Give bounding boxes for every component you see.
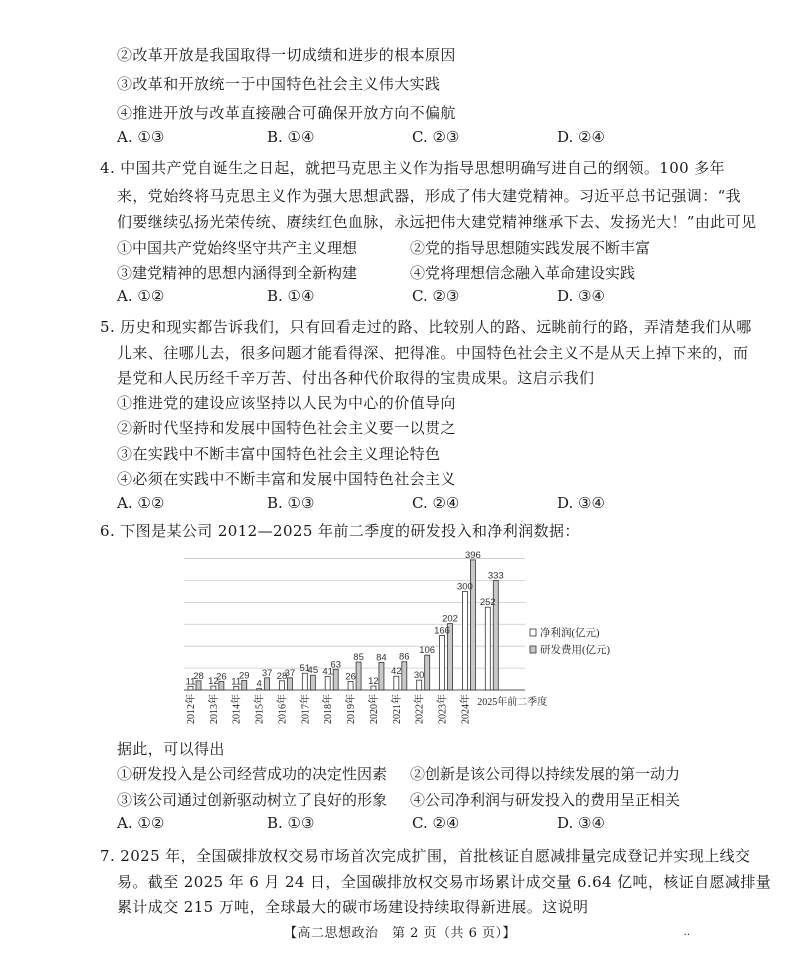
- value-label: 28: [276, 670, 288, 682]
- q6-item-3: ③该公司通过创新驱动树立了良好的形象: [117, 791, 388, 809]
- value-label: 41: [322, 666, 333, 678]
- category-label: 2020年: [368, 694, 380, 724]
- category-label: 2021年: [391, 694, 403, 724]
- bar-rd-expense-5: [310, 675, 315, 690]
- value-label: 11: [231, 676, 242, 688]
- q3-option-c: C. ②③: [412, 128, 460, 146]
- q6-option-a: A. ①②: [117, 814, 165, 832]
- q4-stem-1: 4. 中国共产党自诞生之日起，就把马克思主义作为指导思想明确写进自己的纲领。100 多年: [100, 159, 726, 177]
- q4-item-4: ④党将理想信念融入革命建设实践: [410, 264, 636, 282]
- bar-rd-expense-7: [356, 662, 361, 690]
- chart-legend: [530, 626, 610, 656]
- q4-option-d: D. ③④: [557, 287, 605, 305]
- category-label: 2022年: [414, 694, 426, 724]
- q5-item-1: ①推进党的建设应该坚持以人民为中心的价值导向: [117, 394, 456, 412]
- value-label: 12: [368, 676, 379, 688]
- q4-stem-2: 来，党始终将马克思主义作为强大思想武器，形成了伟大建党精神。习近平总书记强调：“我: [117, 187, 742, 205]
- q4-item-2: ②党的指导思想随实践发展不断丰富: [410, 239, 651, 257]
- legend-swatch: [530, 629, 536, 636]
- q5-option-a: A. ①②: [117, 494, 165, 512]
- chart-category-labels: [184, 694, 547, 724]
- q5-stem-2: 儿来、往哪儿去，很多问题才能看得深、把得准。中国特色社会主义不是从天上掉下来的，而: [117, 344, 749, 362]
- q6-lead: 据此，可以得出: [117, 740, 225, 758]
- value-label: 45: [307, 665, 319, 677]
- value-label: 42: [391, 666, 402, 678]
- q4-stem-3: 们要继续弘扬光荣传统、赓续红色血脉，永远把伟大建党精神继承下去、发扬光大！”由此可见: [117, 213, 757, 231]
- q4-option-c: C. ②③: [412, 287, 460, 305]
- q3-item-3: ③改革和开放统一于中国特色社会主义伟大实践: [117, 75, 441, 93]
- q5-option-d: D. ③④: [557, 494, 605, 512]
- bar-net-profit-10: [417, 680, 422, 690]
- value-label: 166: [434, 625, 450, 637]
- category-label: 2016年: [277, 694, 289, 724]
- value-label: 85: [353, 652, 364, 664]
- q6-option-b: B. ①③: [267, 814, 315, 832]
- q3-option-a: A. ①③: [117, 128, 165, 146]
- q3-option-b: B. ①④: [267, 128, 315, 146]
- value-label: 202: [442, 613, 458, 625]
- category-label: 2018年: [323, 694, 335, 724]
- q5-item-3: ③在实践中不断丰富中国特色社会主义理论特色: [117, 445, 441, 463]
- legend-swatch: [530, 646, 536, 653]
- category-label: 2025年前二季度: [477, 697, 548, 708]
- page-footer: 【高二思想政治 第 2 页（共 6 页）】: [283, 926, 517, 941]
- value-label: 86: [399, 651, 410, 663]
- q5-item-4: ④必须在实践中不断丰富和发展中国特色社会主义: [117, 470, 456, 488]
- bar-rd-expense-0: [196, 681, 201, 690]
- bar-net-profit-9: [394, 676, 399, 690]
- value-label: 84: [376, 652, 387, 664]
- q6-item-4: ④公司净利润与研发投入的费用呈正相关: [410, 791, 681, 809]
- category-label: 2012年: [186, 694, 197, 724]
- category-label: 2013年: [208, 694, 220, 724]
- value-label: 252: [479, 597, 496, 609]
- q4-option-a: A. ①②: [117, 287, 165, 305]
- bar-rd-expense-6: [333, 669, 338, 690]
- value-label: 28: [193, 670, 204, 682]
- q3-item-4: ④推进开放与改革直接融合可确保开放方向不偏航: [117, 104, 456, 122]
- q5-option-b: B. ①③: [267, 494, 315, 512]
- value-label: 106: [419, 645, 436, 657]
- bar-net-profit-13: [485, 607, 490, 690]
- q6-option-c: C. ②④: [412, 814, 460, 832]
- value-label: 37: [284, 667, 296, 679]
- q4-option-b: B. ①④: [267, 287, 315, 305]
- q4-item-1: ①中国共产党始终坚守共产主义理想: [117, 239, 358, 257]
- q7-stem-2: 易。截至 2025 年 6 月 24 日，全国碳排放权交易市场累计成交量 6.64 亿吨，核证自愿减排量: [117, 873, 772, 891]
- category-label: 2015年: [254, 694, 266, 724]
- category-label: 2024年: [460, 694, 472, 724]
- rd-profit-bar-chart: [180, 540, 630, 740]
- bar-rd-expense-8: [379, 662, 384, 690]
- bar-rd-expense-12: [470, 560, 475, 690]
- q3-option-d: D. ②④: [557, 128, 605, 146]
- value-label: 333: [487, 570, 504, 582]
- bar-rd-expense-1: [219, 681, 224, 690]
- value-label: 4: [256, 678, 262, 690]
- value-label: 29: [238, 670, 250, 682]
- category-label: 2017年: [300, 694, 312, 724]
- q5-option-c: C. ②④: [412, 494, 460, 512]
- category-label: 2019年: [346, 694, 358, 724]
- q6-item-2: ②创新是该公司得以持续发展的第一动力: [410, 765, 681, 783]
- value-label: 26: [216, 671, 227, 683]
- bar-rd-expense-10: [425, 655, 430, 690]
- q7-stem-1: 7. 2025 年，全国碳排放权交易市场首次完成扩围，首批核证自愿减排量完成登记并实现上线交: [100, 847, 751, 865]
- value-label: 396: [464, 549, 481, 561]
- value-label: 12: [208, 676, 219, 688]
- value-label: 300: [456, 581, 473, 593]
- bar-net-profit-11: [440, 635, 445, 690]
- category-label: 2014年: [231, 694, 243, 724]
- value-label: 51: [299, 663, 311, 675]
- bar-net-profit-6: [325, 677, 330, 690]
- q4-item-3: ③建党精神的思想内涵得到全新构建: [117, 264, 358, 282]
- bar-net-profit-7: [348, 681, 353, 690]
- bar-rd-expense-9: [402, 662, 407, 690]
- q3-item-2: ②改革开放是我国取得一切成绩和进步的根本原因: [117, 46, 456, 64]
- value-label: 26: [345, 671, 356, 683]
- chart-bars: [185, 560, 498, 690]
- bar-net-profit-12: [462, 591, 467, 690]
- value-label: 37: [261, 667, 273, 679]
- corner-mark: ··: [683, 930, 690, 941]
- bar-rd-expense-3: [265, 678, 270, 690]
- bar-rd-expense-4: [287, 678, 292, 690]
- category-label: 2023年: [437, 694, 449, 724]
- value-label: 11: [185, 676, 196, 688]
- bar-rd-expense-2: [242, 680, 247, 690]
- q6-stem: 6. 下图是某公司 2012—2025 年前二季度的研发投入和净利润数据：: [100, 522, 580, 540]
- q6-item-1: ①研发投入是公司经营成功的决定性因素: [117, 765, 388, 783]
- bar-net-profit-4: [279, 681, 284, 690]
- value-label: 63: [330, 659, 341, 671]
- q5-stem-1: 5. 历史和现实都告诉我们，只有回看走过的路、比较别人的路、远眺前行的路，弄清楚我们从哪: [100, 318, 752, 336]
- q5-stem-3: 是党和人民历经千辛万苦、付出各种代价取得的宝贵成果。这启示我们: [117, 369, 595, 387]
- q6-option-d: D. ③④: [557, 814, 605, 832]
- chart-value-labels: [186, 550, 504, 690]
- legend-label: 研发费用(亿元): [540, 645, 610, 656]
- legend-label: 净利润(亿元): [540, 628, 600, 639]
- q5-item-2: ②新时代坚持和发展中国特色社会主义要一以贯之: [117, 419, 456, 437]
- q7-stem-3: 累计成交 215 万吨，全球最大的碳市场建设持续取得新进展。这说明: [117, 898, 589, 916]
- value-label: 30: [413, 670, 425, 682]
